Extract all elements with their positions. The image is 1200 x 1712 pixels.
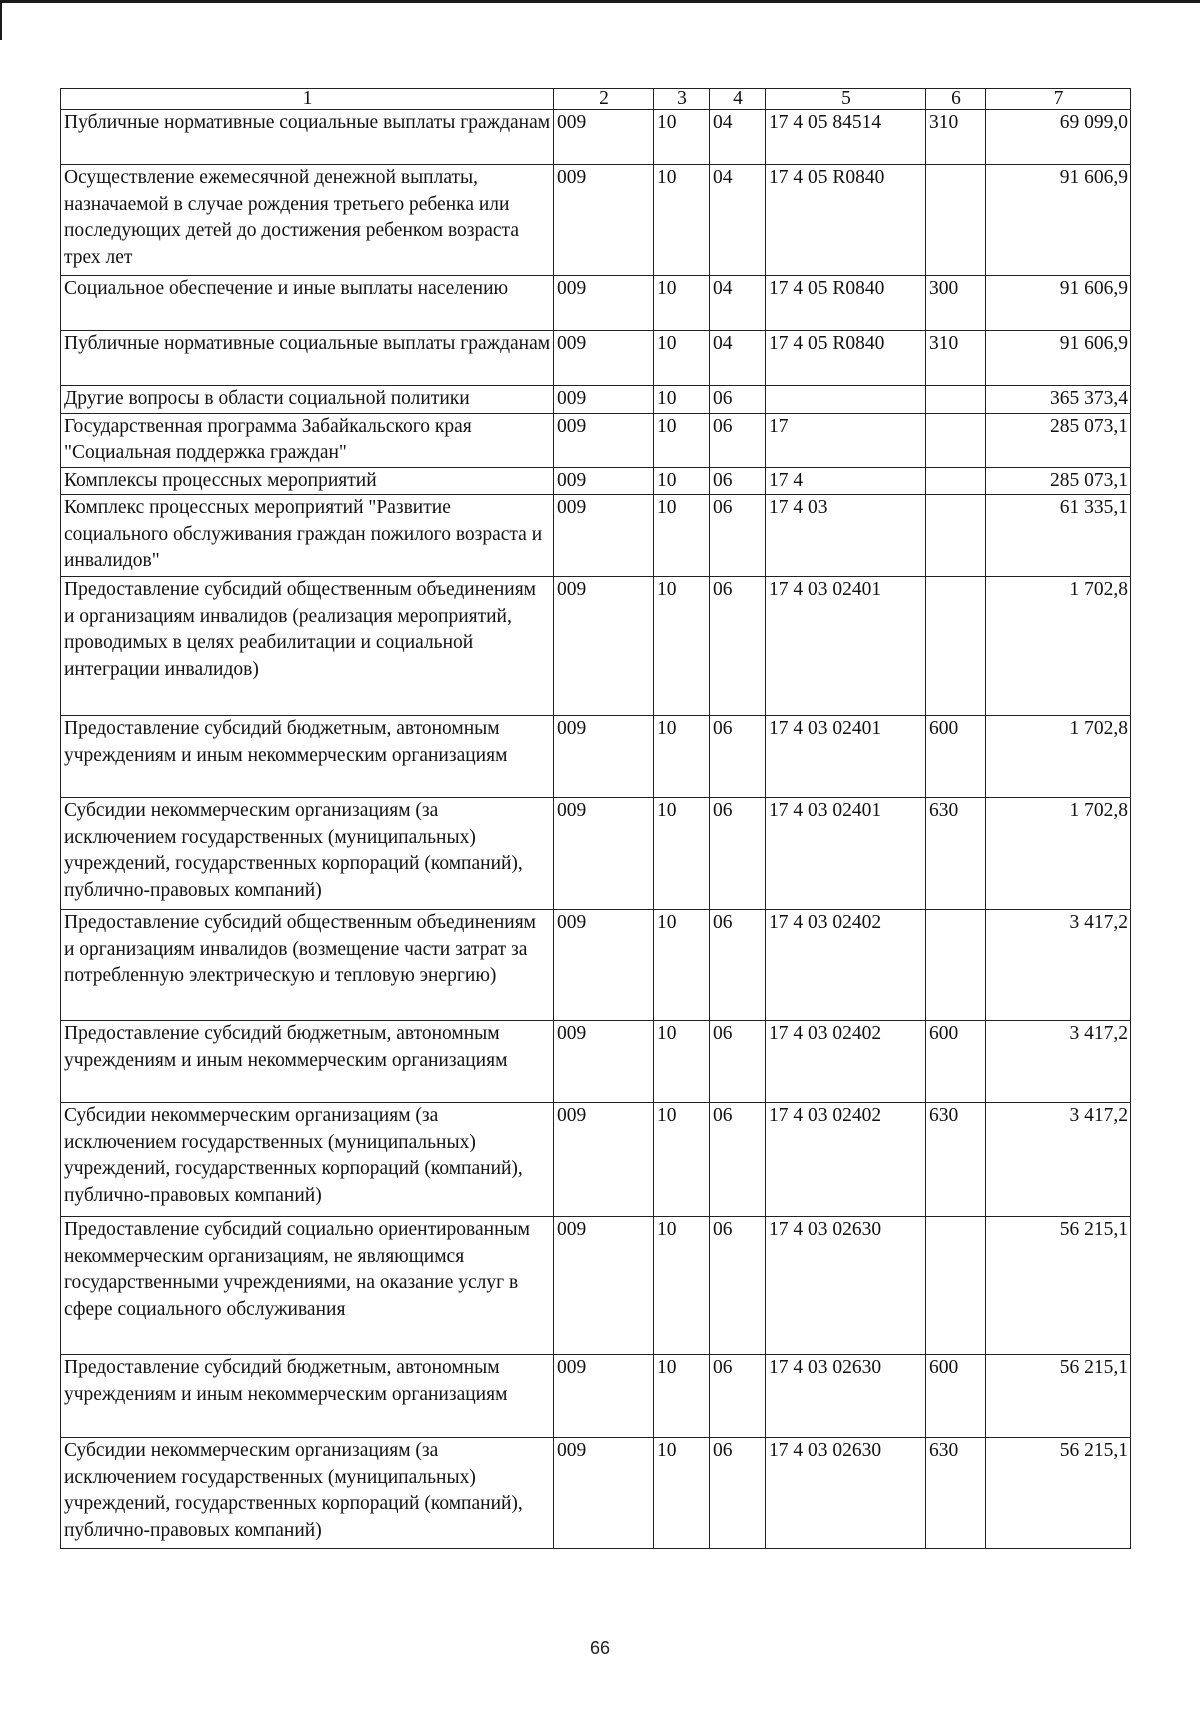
row-code-cell xyxy=(926,413,986,467)
table-row xyxy=(61,413,1131,467)
row-code-cell xyxy=(926,467,986,495)
row-code-cell: 10 xyxy=(654,716,710,798)
table-row xyxy=(61,165,1131,276)
scan-edge-left xyxy=(0,0,2,40)
row-code-cell: 630 xyxy=(926,1103,986,1217)
table-body xyxy=(61,110,1131,1549)
row-amount-cell: 61 335,1 xyxy=(986,495,1131,577)
row-code-cell: 17 4 03 02630 xyxy=(766,1217,926,1355)
row-name-cell: Предоставление субсидий социально ориентированным некоммерческим организациям, не являющимся государственными учреждениями, на оказание услуг в сфере социального обслуживания xyxy=(61,1217,554,1355)
row-code-cell: 10 xyxy=(654,495,710,577)
header-col-1: 1 xyxy=(61,89,554,110)
row-name-cell: Предоставление субсидий общественным объединениям и организациям инвалидов (реализация мероприятий, проводимых в целях реабилитации и социальной интеграции инвалидов) xyxy=(61,577,554,716)
row-amount-cell: 365 373,4 xyxy=(986,386,1131,414)
row-amount-cell: 69 099,0 xyxy=(986,110,1131,165)
header-col-6: 6 xyxy=(926,89,986,110)
row-code-cell: 10 xyxy=(654,1021,710,1103)
row-code-cell: 009 xyxy=(554,413,654,467)
budget-table xyxy=(60,88,1131,1549)
row-name-cell: Другие вопросы в области социальной политики xyxy=(61,386,554,414)
row-code-cell: 17 4 03 02401 xyxy=(766,577,926,716)
row-code-cell: 009 xyxy=(554,1021,654,1103)
row-code-cell: 17 xyxy=(766,413,926,467)
table-row xyxy=(61,1438,1131,1549)
row-code-cell: 17 4 05 R0840 xyxy=(766,165,926,276)
row-amount-cell: 3 417,2 xyxy=(986,1021,1131,1103)
row-code-cell: 06 xyxy=(710,1438,766,1549)
header-col-5: 5 xyxy=(766,89,926,110)
row-code-cell: 600 xyxy=(926,716,986,798)
row-code-cell: 10 xyxy=(654,413,710,467)
row-code-cell xyxy=(926,386,986,414)
row-code-cell: 17 4 03 02630 xyxy=(766,1438,926,1549)
row-code-cell: 04 xyxy=(710,165,766,276)
row-code-cell: 06 xyxy=(710,495,766,577)
row-name-cell: Предоставление субсидий бюджетным, автономным учреждениям и иным некоммерческим организациям xyxy=(61,716,554,798)
row-code-cell: 10 xyxy=(654,276,710,331)
row-code-cell: 06 xyxy=(710,798,766,910)
row-code-cell: 009 xyxy=(554,386,654,414)
row-name-cell: Субсидии некоммерческим организациям (за исключением государственных (муниципальных) учреждений, государственных корпораций (компаний), публично-правовых компаний) xyxy=(61,798,554,910)
row-amount-cell: 285 073,1 xyxy=(986,467,1131,495)
table-row xyxy=(61,1021,1131,1103)
row-code-cell xyxy=(926,1217,986,1355)
row-name-cell: Государственная программа Забайкальского края "Социальная поддержка граждан" xyxy=(61,413,554,467)
row-code-cell: 06 xyxy=(710,467,766,495)
row-code-cell: 10 xyxy=(654,110,710,165)
row-amount-cell: 1 702,8 xyxy=(986,716,1131,798)
row-code-cell: 009 xyxy=(554,910,654,1021)
table-row xyxy=(61,577,1131,716)
row-code-cell: 17 4 03 02401 xyxy=(766,798,926,910)
row-code-cell: 009 xyxy=(554,716,654,798)
row-code-cell: 04 xyxy=(710,331,766,386)
table-row xyxy=(61,1217,1131,1355)
row-code-cell: 009 xyxy=(554,110,654,165)
row-code-cell: 009 xyxy=(554,798,654,910)
row-amount-cell: 91 606,9 xyxy=(986,165,1131,276)
row-name-cell: Субсидии некоммерческим организациям (за исключением государственных (муниципальных) учреждений, государственных корпораций (компаний), публично-правовых компаний) xyxy=(61,1438,554,1549)
table-row xyxy=(61,910,1131,1021)
row-code-cell: 630 xyxy=(926,798,986,910)
row-code-cell: 009 xyxy=(554,467,654,495)
row-code-cell: 17 4 05 R0840 xyxy=(766,331,926,386)
table-row xyxy=(61,110,1131,165)
row-code-cell: 10 xyxy=(654,910,710,1021)
header-row xyxy=(61,89,1131,110)
row-code-cell: 310 xyxy=(926,110,986,165)
row-code-cell: 17 4 03 02402 xyxy=(766,910,926,1021)
row-name-cell: Комплекс процессных мероприятий "Развитие социального обслуживания граждан пожилого возраста и инвалидов" xyxy=(61,495,554,577)
row-code-cell: 600 xyxy=(926,1355,986,1438)
row-code-cell: 06 xyxy=(710,1021,766,1103)
row-name-cell: Публичные нормативные социальные выплаты гражданам xyxy=(61,331,554,386)
table-row xyxy=(61,495,1131,577)
row-code-cell: 17 4 xyxy=(766,467,926,495)
header-col-3: 3 xyxy=(654,89,710,110)
table-row xyxy=(61,1355,1131,1438)
table-row xyxy=(61,386,1131,414)
row-code-cell: 17 4 03 02402 xyxy=(766,1103,926,1217)
row-code-cell: 10 xyxy=(654,1217,710,1355)
table-row xyxy=(61,467,1131,495)
row-code-cell: 06 xyxy=(710,577,766,716)
row-code-cell: 600 xyxy=(926,1021,986,1103)
row-code-cell xyxy=(926,577,986,716)
row-amount-cell: 1 702,8 xyxy=(986,798,1131,910)
scan-edge-top xyxy=(0,0,1200,3)
row-code-cell: 10 xyxy=(654,577,710,716)
row-code-cell: 009 xyxy=(554,1438,654,1549)
row-code-cell: 17 4 03 02401 xyxy=(766,716,926,798)
row-code-cell: 17 4 05 84514 xyxy=(766,110,926,165)
row-name-cell: Публичные нормативные социальные выплаты гражданам xyxy=(61,110,554,165)
row-code-cell: 10 xyxy=(654,1438,710,1549)
row-code-cell: 10 xyxy=(654,798,710,910)
row-code-cell: 009 xyxy=(554,1217,654,1355)
row-amount-cell: 3 417,2 xyxy=(986,1103,1131,1217)
row-code-cell: 06 xyxy=(710,1217,766,1355)
table-row xyxy=(61,331,1131,386)
row-amount-cell: 1 702,8 xyxy=(986,577,1131,716)
table-row xyxy=(61,716,1131,798)
row-code-cell: 009 xyxy=(554,331,654,386)
row-amount-cell: 285 073,1 xyxy=(986,413,1131,467)
row-code-cell: 009 xyxy=(554,1103,654,1217)
row-name-cell: Комплексы процессных мероприятий xyxy=(61,467,554,495)
row-code-cell: 06 xyxy=(710,386,766,414)
row-code-cell: 17 4 03 xyxy=(766,495,926,577)
row-code-cell: 10 xyxy=(654,467,710,495)
row-code-cell xyxy=(766,386,926,414)
row-code-cell: 10 xyxy=(654,1355,710,1438)
row-code-cell: 17 4 03 02630 xyxy=(766,1355,926,1438)
row-amount-cell: 56 215,1 xyxy=(986,1438,1131,1549)
row-code-cell: 009 xyxy=(554,165,654,276)
row-name-cell: Предоставление субсидий бюджетным, автономным учреждениям и иным некоммерческим организациям xyxy=(61,1021,554,1103)
row-code-cell: 10 xyxy=(654,165,710,276)
row-code-cell: 10 xyxy=(654,386,710,414)
header-col-7: 7 xyxy=(986,89,1131,110)
row-code-cell: 06 xyxy=(710,413,766,467)
row-code-cell: 300 xyxy=(926,276,986,331)
row-code-cell: 009 xyxy=(554,276,654,331)
header-col-4: 4 xyxy=(710,89,766,110)
table-row xyxy=(61,798,1131,910)
table-row xyxy=(61,1103,1131,1217)
row-code-cell xyxy=(926,495,986,577)
row-code-cell: 17 4 03 02402 xyxy=(766,1021,926,1103)
row-amount-cell: 91 606,9 xyxy=(986,276,1131,331)
row-code-cell: 06 xyxy=(710,716,766,798)
row-name-cell: Предоставление субсидий общественным объединениям и организациям инвалидов (возмещение части затрат за потребленную электрическую и тепловую энергию) xyxy=(61,910,554,1021)
row-code-cell: 009 xyxy=(554,495,654,577)
row-code-cell: 06 xyxy=(710,1103,766,1217)
row-code-cell: 04 xyxy=(710,110,766,165)
row-code-cell: 630 xyxy=(926,1438,986,1549)
row-code-cell: 06 xyxy=(710,1355,766,1438)
row-code-cell: 009 xyxy=(554,577,654,716)
row-amount-cell: 91 606,9 xyxy=(986,331,1131,386)
row-code-cell: 10 xyxy=(654,1103,710,1217)
row-code-cell: 17 4 05 R0840 xyxy=(766,276,926,331)
row-code-cell: 04 xyxy=(710,276,766,331)
row-code-cell: 10 xyxy=(654,331,710,386)
row-code-cell: 06 xyxy=(710,910,766,1021)
row-code-cell: 009 xyxy=(554,1355,654,1438)
row-name-cell: Социальное обеспечение и иные выплаты населению xyxy=(61,276,554,331)
row-code-cell xyxy=(926,165,986,276)
row-code-cell xyxy=(926,910,986,1021)
row-name-cell: Субсидии некоммерческим организациям (за исключением государственных (муниципальных) учреждений, государственных корпораций (компаний), публично-правовых компаний) xyxy=(61,1103,554,1217)
row-amount-cell: 56 215,1 xyxy=(986,1355,1131,1438)
row-name-cell: Осуществление ежемесячной денежной выплаты, назначаемой в случае рождения третьего ребенка или последующих детей до достижения ребенком возраста трех лет xyxy=(61,165,554,276)
table-row xyxy=(61,276,1131,331)
header-col-2: 2 xyxy=(554,89,654,110)
page-number: 66 xyxy=(589,1638,611,1658)
row-code-cell: 310 xyxy=(926,331,986,386)
row-amount-cell: 3 417,2 xyxy=(986,910,1131,1021)
row-name-cell: Предоставление субсидий бюджетным, автономным учреждениям и иным некоммерческим организациям xyxy=(61,1355,554,1438)
row-amount-cell: 56 215,1 xyxy=(986,1217,1131,1355)
